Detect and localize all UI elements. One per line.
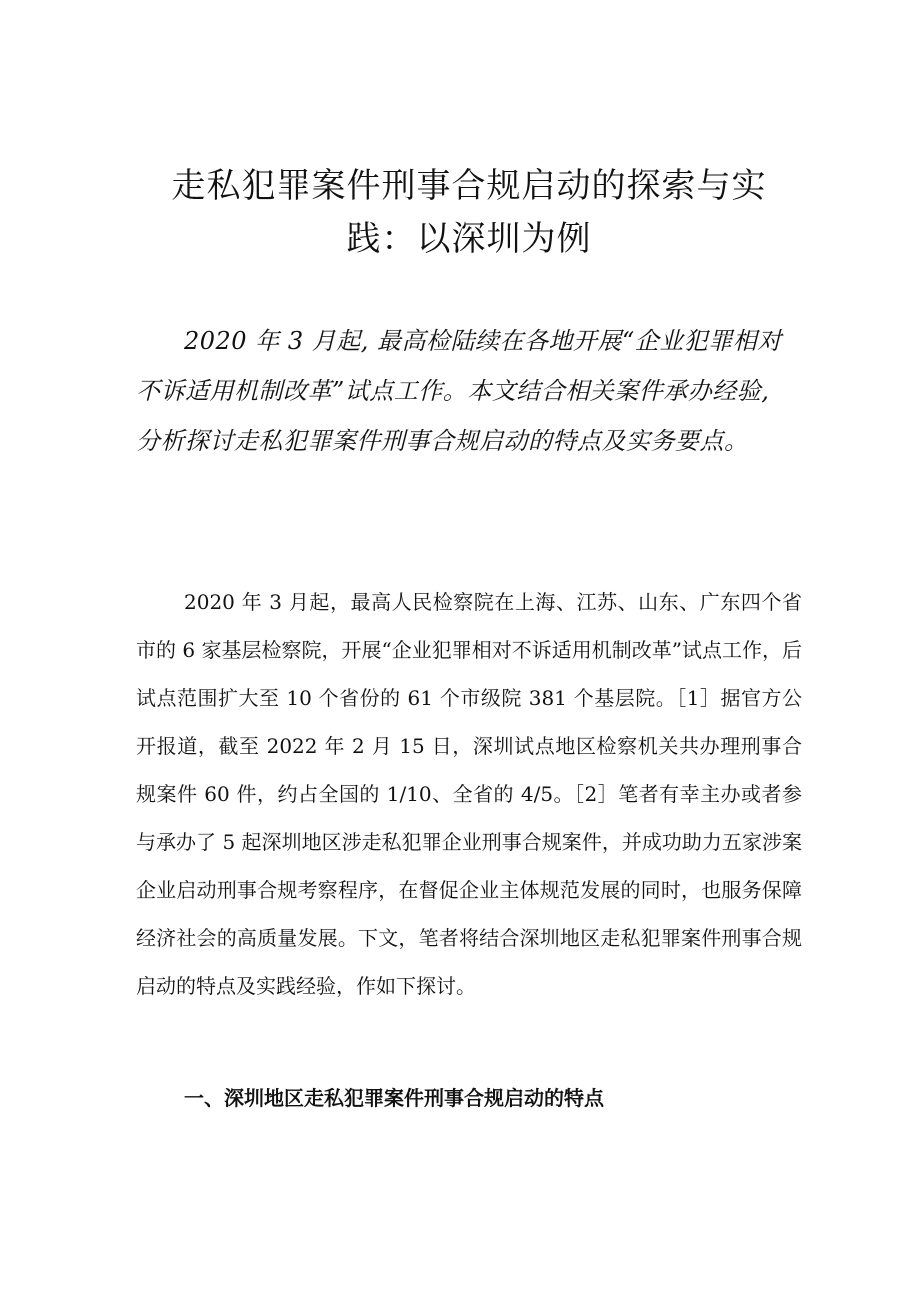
abstract-paragraph: 2020 年 3 月起, 最高检陆续在各地开展“企业犯罪相对不诉适用机制改革”试点工作。本文结合相关案件承办经验, 分析探讨走私犯罪案件刑事合规启动的特点及实务要点。 <box>136 327 782 455</box>
body-paragraph: 2020 年 3 月起，最高人民检察院在上海、江苏、山东、广东四个省市的 6 家基层检察院，开展“企业犯罪相对不诉适用机制改革”试点工作，后试点范围扩大至 10 个省份的 61 个市级院 381 个基层院。［1］据官方公开报道，截至 2022 年 2 月 15 日，深圳试点地区检察机关共办理刑事合规案件 60 件，约占全国的 1/10、全省的 4/5。［2］笔者有幸主办或者参与承办了 5 起深圳地区涉走私犯罪企业刑事合规案件，并成功助力五家涉案企业启动刑事合规考察程序，在督促企业主体规范发展的同时，也服务保障经济社会的高质量发展。下文，笔者将结合深圳地区走私犯罪案件刑事合规启动的特点及实践经验，作如下探讨。 <box>136 590 802 998</box>
document-title <box>136 0 802 266</box>
title-line-1: 走私犯罪案件刑事合规启动的探索与实 <box>171 166 767 206</box>
title-line-2: 践：以深圳为例 <box>346 219 592 259</box>
section-heading: 一、深圳地区走私犯罪案件刑事合规启动的特点 <box>184 1086 604 1110</box>
